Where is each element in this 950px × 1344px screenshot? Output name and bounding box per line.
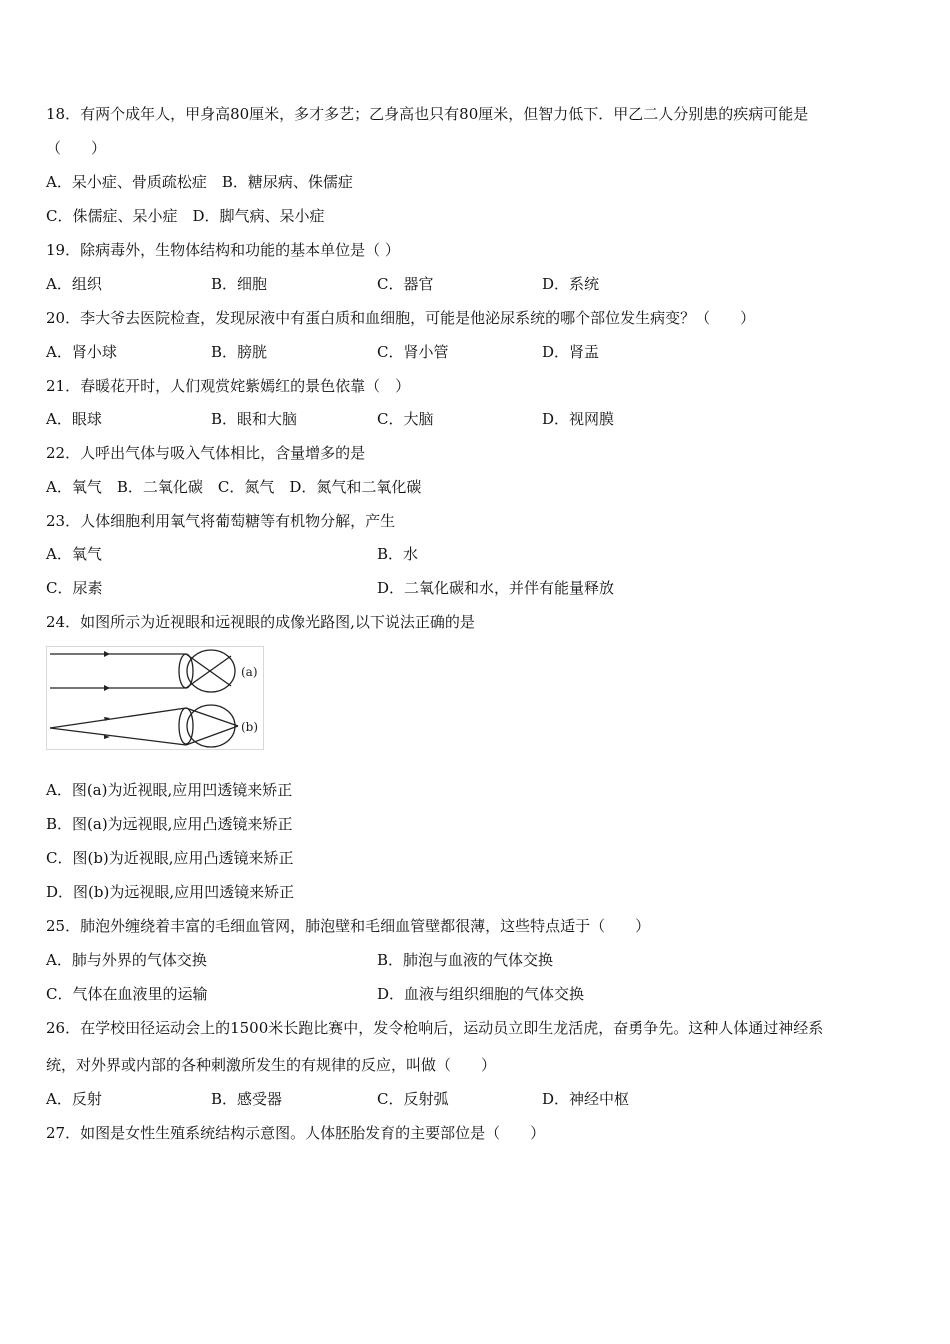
question-26-option-d: D．神经中枢 xyxy=(542,1090,630,1108)
question-23-option-c: C．尿素 xyxy=(46,579,103,597)
figure-label-a: (a) xyxy=(241,665,258,679)
question-25-stem: 25．肺泡外缠绕着丰富的毛细血管网，肺泡壁和毛细血管壁都很薄，这些特点适于（ ） xyxy=(46,917,651,935)
question-18-answer-paren: （ ） xyxy=(46,139,107,157)
question-20-stem: 20．李大爷去医院检查，发现尿液中有蛋白质和血细胞，可能是他泌尿系统的哪个部位发生病变？（ ） xyxy=(46,309,756,327)
question-20-option-a: A．肾小球 xyxy=(46,343,117,361)
question-19-stem: 19．除病毒外，生物体结构和功能的基本单位是（ ） xyxy=(46,241,400,259)
question-21-option-c: C．大脑 xyxy=(377,410,434,428)
question-22-options-row: A．氧气 B．二氧化碳 C．氮气 D．氮气和二氧化碳 xyxy=(46,478,422,496)
question-25-option-c: C．气体在血液里的运输 xyxy=(46,985,208,1003)
question-19-option-b: B．细胞 xyxy=(211,275,268,293)
question-24-stem: 24．如图所示为近视眼和远视眼的成像光路图,以下说法正确的是 xyxy=(46,613,475,631)
question-23-option-b: B．水 xyxy=(377,545,419,563)
question-18-stem: 18．有两个成年人，甲身高80厘米，多才多艺；乙身高也只有80厘米，但智力低下．甲乙二人分别患的疾病可能是 xyxy=(46,105,809,123)
question-24-option-c: C．图(b)为近视眼,应用凸透镜来矫正 xyxy=(46,849,294,867)
question-26-option-a: A．反射 xyxy=(46,1090,102,1108)
question-24-option-d: D．图(b)为远视眼,应用凹透镜来矫正 xyxy=(46,883,295,901)
question-23-option-a: A．氧气 xyxy=(46,545,102,563)
question-26-option-c: C．反射弧 xyxy=(377,1090,449,1108)
question-19-option-c: C．器官 xyxy=(377,275,434,293)
question-20-option-c: C．肾小管 xyxy=(377,343,449,361)
question-24-option-b: B．图(a)为远视眼,应用凸透镜来矫正 xyxy=(46,815,293,833)
question-21-option-b: B．眼和大脑 xyxy=(211,410,298,428)
figure-frame xyxy=(47,647,264,750)
eye-optics-figure xyxy=(46,646,264,750)
question-23-stem: 23．人体细胞利用氧气将葡萄糖等有机物分解，产生 xyxy=(46,512,396,530)
question-26-stem-line-1: 26．在学校田径运动会上的1500米长跑比赛中，发令枪响后，运动员立即生龙活虎，奋勇争先。这种人体通过神经系 xyxy=(46,1019,824,1037)
question-19-option-a: A．组织 xyxy=(46,275,102,293)
question-25-option-d: D．血液与组织细胞的气体交换 xyxy=(377,985,585,1003)
question-26-stem-line-2: 统，对外界或内部的各种刺激所发生的有规律的反应，叫做（ ） xyxy=(46,1056,497,1074)
figure-label-b: (b) xyxy=(241,720,259,734)
question-26-option-b: B．感受器 xyxy=(211,1090,283,1108)
question-25-option-a: A．肺与外界的气体交换 xyxy=(46,951,207,969)
question-19-option-d: D．系统 xyxy=(542,275,600,293)
question-20-option-d: D．肾盂 xyxy=(542,343,600,361)
question-23-option-d: D．二氧化碳和水，并伴有能量释放 xyxy=(377,579,615,597)
question-21-option-a: A．眼球 xyxy=(46,410,102,428)
question-27-stem: 27．如图是女性生殖系统结构示意图。人体胚胎发育的主要部位是（ ） xyxy=(46,1124,546,1142)
question-25-option-b: B．肺泡与血液的气体交换 xyxy=(377,951,554,969)
question-21-option-d: D．视网膜 xyxy=(542,410,615,428)
question-20-option-b: B．膀胱 xyxy=(211,343,268,361)
question-21-stem: 21．春暖花开时，人们观赏姹紫嫣红的景色依靠（ ） xyxy=(46,377,411,395)
question-22-stem: 22．人呼出气体与吸入气体相比，含量增多的是 xyxy=(46,444,366,462)
question-24-option-a: A．图(a)为近视眼,应用凹透镜来矫正 xyxy=(46,781,293,799)
question-18-options-row-2: C．侏儒症、呆小症 D．脚气病、呆小症 xyxy=(46,207,325,225)
question-18-options-row-1: A．呆小症、骨质疏松症 B．糖尿病、侏儒症 xyxy=(46,173,353,191)
